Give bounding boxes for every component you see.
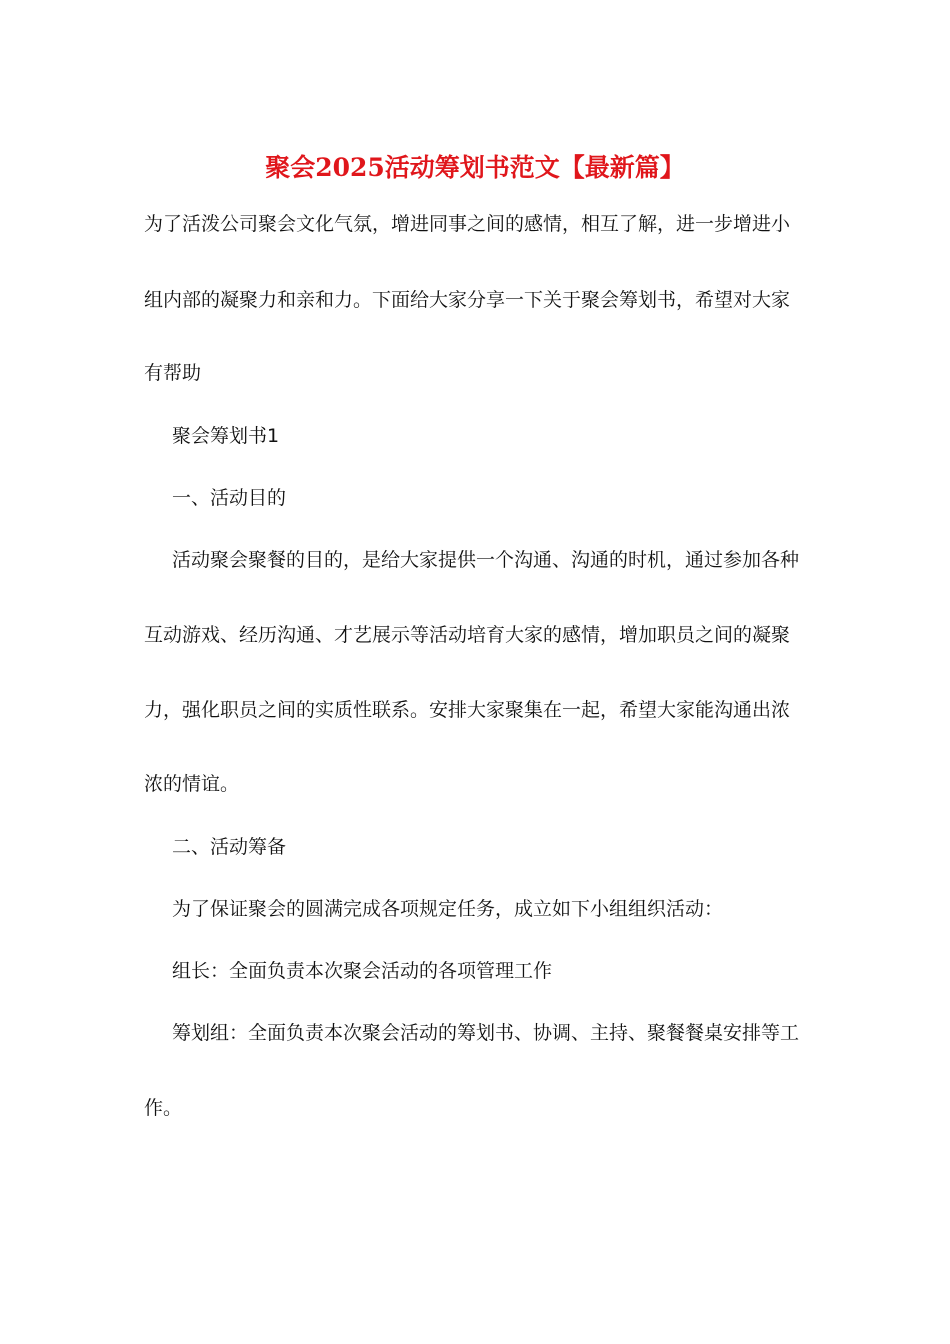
preparation-planning-line-2: 作。 (144, 1097, 183, 1119)
intro-line-2: 组内部的凝聚力和亲和力。下面给大家分享一下关于聚会筹划书，希望对大家 (144, 289, 791, 311)
preparation-leader-line: 组长：全面负责本次聚会活动的各项管理工作 (172, 960, 553, 982)
section-heading-preparation: 二、活动筹备 (172, 836, 287, 858)
section-heading-plan-1: 聚会筹划书1 (172, 425, 280, 447)
purpose-line-4: 浓的情谊。 (144, 773, 240, 795)
purpose-line-2: 互动游戏、经历沟通、才艺展示等活动培育大家的感情，增加职员之间的凝聚 (144, 624, 791, 646)
preparation-line-1: 为了保证聚会的圆满完成各项规定任务，成立如下小组组织活动： (172, 898, 724, 920)
document-title: 聚会2025活动筹划书范文【最新篇】 (265, 153, 685, 182)
purpose-line-1: 活动聚会聚餐的目的，是给大家提供一个沟通、沟通的时机，通过参加各种 (172, 549, 800, 571)
purpose-line-3: 力，强化职员之间的实质性联系。安排大家聚集在一起，希望大家能沟通出浓 (144, 699, 791, 721)
intro-line-1: 为了活泼公司聚会文化气氛，增进同事之间的感情，相互了解，进一步增进小 (144, 213, 791, 235)
preparation-planning-line-1: 筹划组：全面负责本次聚会活动的筹划书、协调、主持、聚餐餐桌安排等工 (172, 1022, 800, 1044)
intro-line-3: 有帮助 (144, 362, 202, 384)
section-heading-purpose: 一、活动目的 (172, 487, 287, 509)
